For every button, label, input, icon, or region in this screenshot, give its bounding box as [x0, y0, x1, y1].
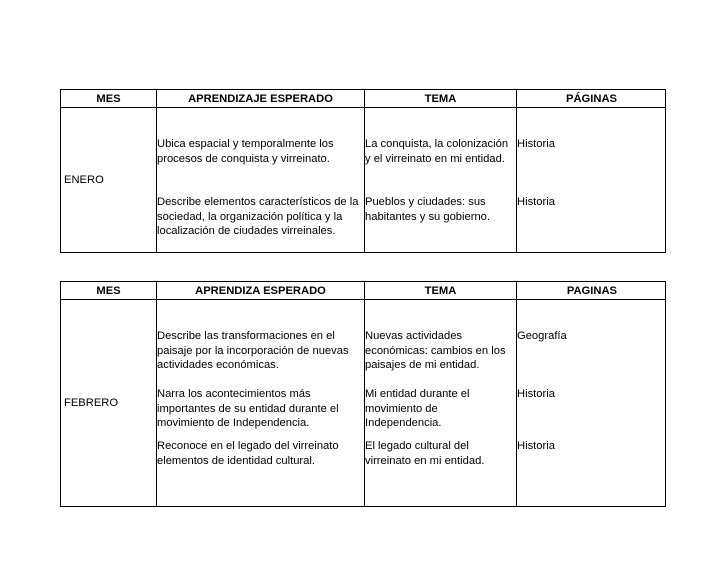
header-tema: TEMA — [365, 282, 517, 300]
paginas-entry: Historia — [517, 440, 555, 452]
tema-entry: El legado cultural del virreinato en mi entidad. — [365, 440, 485, 467]
paginas-entry: Historia — [517, 138, 555, 150]
table-header-row — [61, 282, 666, 300]
aprendizaje-entry: Describe elementos característicos de la sociedad, la organización política y la localización de ciudades virreinales. — [157, 196, 359, 237]
header-mes: MES — [61, 282, 157, 300]
tema-cell — [365, 300, 517, 507]
aprendizaje-entry: Ubica espacial y temporalmente los procesos de conquista y virreinato. — [157, 138, 334, 165]
month-cell: FEBRERO — [61, 300, 157, 507]
tema-entry: Pueblos y ciudades: sus habitantes y su gobierno. — [365, 196, 491, 223]
paginas-entry: Geografía — [517, 330, 567, 342]
header-paginas: PÁGINAS — [517, 90, 666, 108]
tema-entry: Nuevas actividades económicas: cambios en los paisajes de mi entidad. — [365, 330, 506, 371]
aprendizaje-entry: Reconoce en el legado del virreinato elementos de identidad cultural. — [157, 440, 339, 467]
header-aprendizaje: APRENDIZA ESPERADO — [157, 282, 365, 300]
table-body-row — [61, 108, 666, 253]
aprendizaje-cell — [157, 300, 365, 507]
paginas-cell — [517, 300, 666, 507]
tema-cell — [365, 108, 517, 253]
planning-table-febrero — [60, 281, 666, 507]
paginas-entry: Historia — [517, 388, 555, 400]
header-aprendizaje: APRENDIZAJE ESPERADO — [157, 90, 365, 108]
tema-entry: La conquista, la colonización y el virreinato en mi entidad. — [365, 138, 509, 165]
month-cell: ENERO — [61, 108, 157, 253]
header-tema: TEMA — [365, 90, 517, 108]
planning-table-enero — [60, 89, 666, 253]
paginas-entry: Historia — [517, 196, 555, 208]
table-body-row — [61, 300, 666, 507]
header-paginas: PAGINAS — [517, 282, 666, 300]
aprendizaje-entry: Describe las transformaciones en el paisaje por la incorporación de nuevas actividades económicas. — [157, 330, 349, 371]
header-mes: MES — [61, 90, 157, 108]
aprendizaje-entry: Narra los acontecimientos más importantes de su entidad durante el movimiento de Independencia. — [157, 388, 339, 429]
tema-entry: Mi entidad durante el movimiento de Independencia. — [365, 388, 470, 429]
aprendizaje-cell — [157, 108, 365, 253]
table-header-row — [61, 90, 666, 108]
paginas-cell — [517, 108, 666, 253]
